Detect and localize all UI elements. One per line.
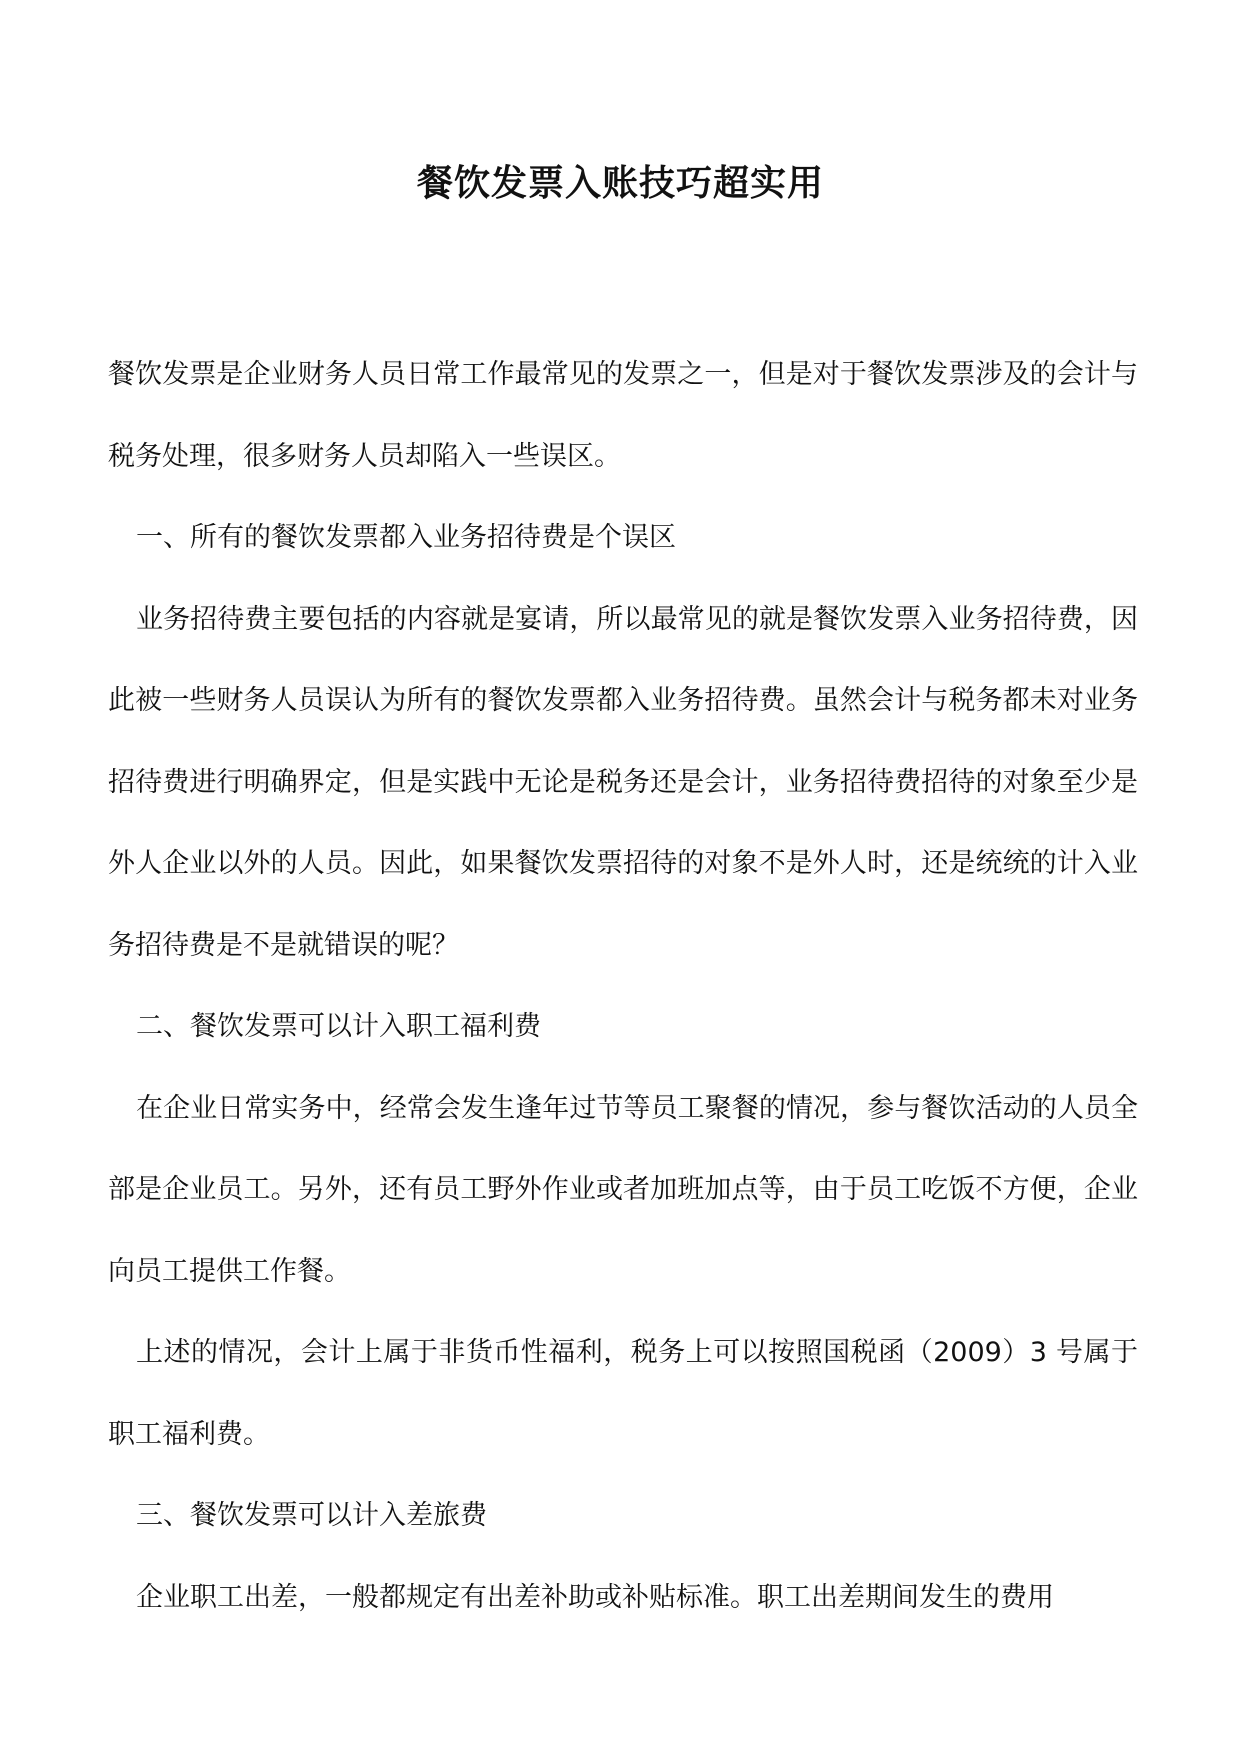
paragraph-intro: 餐饮发票是企业财务人员日常工作最常见的发票之一，但是对于餐饮发票涉及的会计与税务处理，很多财务人员却陷入一些误区。 <box>108 359 1138 472</box>
document-body <box>108 334 1138 1638</box>
section-heading-2: 二、餐饮发票可以计入职工福利费 <box>136 1011 541 1042</box>
document-title: 餐饮发票入账技巧超实用 <box>416 162 824 204</box>
section-heading-3: 三、餐饮发票可以计入差旅费 <box>136 1500 487 1531</box>
paragraph-travel-expenses: 企业职工出差，一般都规定有出差补助或补贴标准。职工出差期间发生的费用 <box>136 1581 1054 1613</box>
paragraph-welfare-tax: 上述的情况，会计上属于非货币性福利，税务上可以按照国税函（2009）3 号属于职工福利费。 <box>108 1337 1138 1450</box>
paragraph-employee-meals: 在企业日常实务中，经常会发生逢年过节等员工聚餐的情况，参与餐饮活动的人员全部是企业员工。另外，还有员工野外作业或者加班加点等，由于员工吃饭不方便，企业向员工提供工作餐。 <box>108 1092 1138 1287</box>
paragraph-business-entertainment: 业务招待费主要包括的内容就是宴请，所以最常见的就是餐饮发票入业务招待费，因此被一些财务人员误认为所有的餐饮发票都入业务招待费。虽然会计与税务都未对业务招待费进行明确界定，但是实践中无论是税务还是会计，业务招待费招待的对象至少是外人企业以外的人员。因此，如果餐饮发票招待的对象不是外人时，还是统统的计入业务招待费是不是就错误的呢？ <box>108 603 1138 961</box>
section-heading-1: 一、所有的餐饮发票都入业务招待费是个误区 <box>136 522 676 553</box>
